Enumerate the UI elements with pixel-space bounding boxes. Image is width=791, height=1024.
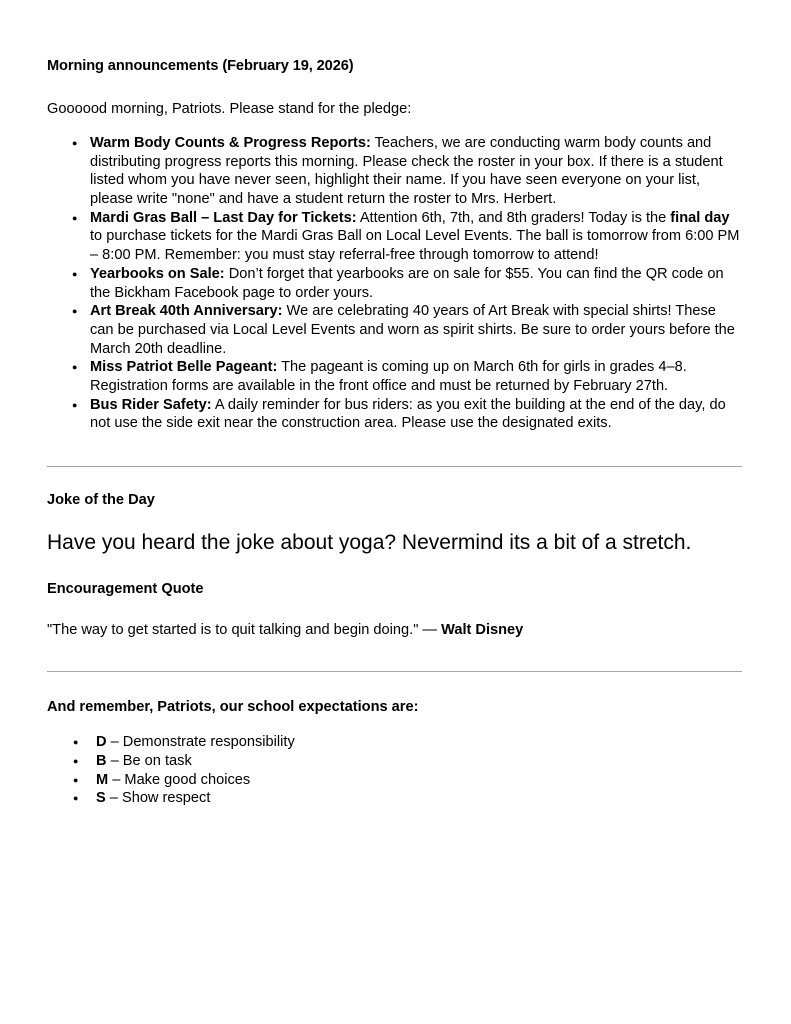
announcement-body: Don’t forget that yearbooks are on sale for $55. You can find the QR code on the Bickham Facebook page to order yours.: [90, 265, 724, 301]
horizontal-rule: [47, 671, 742, 672]
expectation-separator: –: [106, 734, 123, 751]
expectation-separator: –: [106, 753, 123, 770]
expectation-separator: –: [108, 771, 125, 788]
greeting-paragraph: Goooood morning, Patriots. Please stand for the pledge:: [47, 100, 412, 117]
list-item: [47, 358, 742, 395]
announcements-list: [47, 134, 742, 433]
section-divider-top: [47, 466, 742, 467]
announcement-body: We are celebrating 40 years of Art Break with special shirts! These can be purchased via Local Level Events and worn as spirit shirts. Be sure to order yours before the March 20th deadline.: [90, 303, 735, 357]
joke-text: Have you heard the joke about yoga? Nevermind its a bit of a stretch.: [47, 531, 692, 555]
announcement-body: Attention 6th, 7th, and 8th graders! Today is the: [356, 209, 671, 226]
list-item: [47, 302, 742, 358]
expectation-text: Be on task: [122, 753, 192, 770]
expectation-letter: M: [96, 771, 109, 788]
announcement-lead: Yearbooks on Sale:: [90, 265, 225, 282]
announcement-lead: Miss Patriot Belle Pageant:: [90, 359, 278, 376]
list-item: [47, 396, 742, 433]
list-item: [47, 733, 742, 752]
closing-line: And remember, Patriots, our school expectations are:: [47, 699, 419, 716]
announcement-body: A daily reminder for bus riders: as you exit the building at the end of the day, do not use the side exit near the construction area. Please use the designated exits.: [90, 396, 726, 432]
page-title: Morning announcements (February 19, 2026): [47, 58, 354, 74]
list-item: [47, 752, 742, 771]
expectation-letter: S: [96, 790, 106, 807]
announcement-lead: Art Break 40th Anniversary:: [90, 303, 283, 320]
announcement-lead: Mardi Gras Ball – Last Day for Tickets:: [90, 209, 357, 226]
list-item: [47, 209, 742, 265]
list-item: [47, 265, 742, 302]
quote-attribution: Walt Disney: [441, 622, 524, 639]
list-item: [47, 789, 742, 808]
list-item: [47, 134, 742, 209]
section-divider-bottom: [47, 671, 742, 672]
quote-body: "The way to get started is to quit talking and begin doing." —: [47, 622, 442, 639]
announcement-lead: Bus Rider Safety:: [90, 396, 212, 413]
announcement-body: Teachers, we are conducting warm body counts and distributing progress reports this morning. Please check the roster in your box. If there is a student listed whom you have never seen, highlight their name. If you have seen everyone on your list, please write "none" and have a student return the roster to Mrs. Herbert.: [90, 134, 723, 208]
expectation-separator: –: [105, 790, 122, 807]
quote-text: [47, 621, 742, 640]
quote-heading: Encouragement Quote: [47, 581, 204, 598]
list-item: [47, 771, 742, 790]
expectation-letter: D: [96, 734, 107, 751]
announcement-body: The pageant is coming up on March 6th for girls in grades 4–8. Registration forms are available in the front office and must be returned by February 27th.: [90, 359, 687, 395]
joke-heading: Joke of the Day: [47, 492, 155, 509]
expectations-list: [47, 733, 742, 808]
announcement-lead: Warm Body Counts & Progress Reports:: [90, 134, 371, 151]
expectation-letter: B: [96, 753, 107, 770]
expectation-text: Make good choices: [124, 771, 251, 788]
announcement-body-continued: to purchase tickets for the Mardi Gras Ball on Local Level Events. The ball is tomorrow from 6:00 PM – 8:00 PM. Remember: you must stay referral-free through tomorrow to attend!: [90, 228, 740, 264]
expectation-text: Show respect: [121, 790, 211, 807]
announcement-emphasis: final day: [670, 209, 730, 226]
document-body: [47, 57, 742, 808]
horizontal-rule: [47, 466, 742, 467]
expectation-text: Demonstrate responsibility: [122, 734, 295, 751]
